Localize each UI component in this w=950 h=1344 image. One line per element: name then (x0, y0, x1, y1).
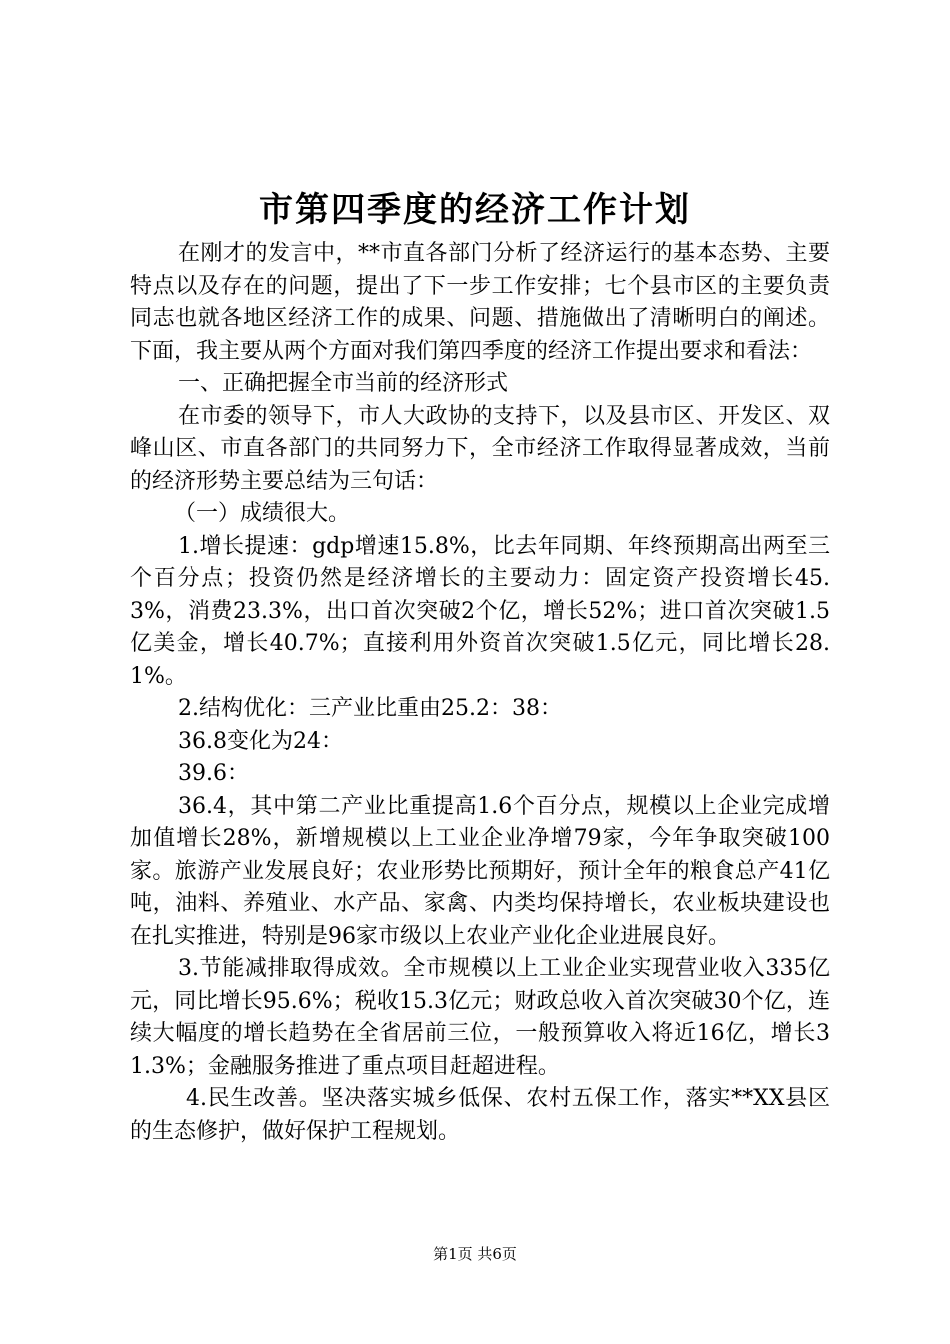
subsection-heading-1: （一）成绩很大。 (174, 501, 351, 526)
paragraph-structure: 2.结构优化：三产业比重由25.2：38： (178, 696, 562, 721)
paragraph-energy: 3.节能减排取得成效。全市规模以上工业企业实现营业收入335亿元，同比增长95.6%；税收15.3亿元；财政总收入首次突破30个亿，连续大幅度的增长趋势在全省居前三位，一般预算收入将近16亿，增长31.3%；金融服务推进了重点项目赶超进程。 (130, 956, 830, 1079)
paragraph-growth: 1.增长提速：gdp增速15.8%，比去年同期、年终预期高出两至三个百分点；投资仍然是经济增长的主要动力：固定资产投资增长45.3%，消费23.3%，出口首次突破2个亿，增长52%；进口首次突破1.5亿美金，增长40.7%；直接利用外资首次突破1.5亿元，同比增长28.1%。 (130, 533, 830, 689)
paragraph-structure-2: 36.8变化为24： (178, 728, 343, 754)
paragraph-structure-4: 36.4，其中第二产业比重提高1.6个百分点，规模以上企业完成增加值增长28%，新增规模以上工业企业净增79家，今年争取突破100家。旅游产业发展良好；农业形势比预期好，预计全年的粮食总产41亿吨，油料、养殖业、水产品、家禽、内类均保持增长，农业板块建设也在扎实推进，特别是96家市级以上农业产业化企业进展良好。 (130, 793, 830, 949)
document-body (130, 238, 830, 1148)
paragraph-situation: 在市委的领导下，市人大政协的支持下，以及县市区、开发区、双峰山区、市直各部门的共同努力下，全市经济工作取得显著成效，当前的经济形势主要总结为三句话： (130, 403, 830, 494)
document-title: 市第四季度的经济工作计划 (259, 190, 691, 230)
paragraph-livelihood: 4.民生改善。坚决落实城乡低保、农村五保工作，落实**XX县区的生态修护，做好保护工程规划。 (130, 1086, 830, 1144)
paragraph-intro: 在刚才的发言中，**市直各部门分析了经济运行的基本态势、主要特点以及存在的问题，提出了下一步工作安排；七个县市区的主要负责同志也就各地区经济工作的成果、问题、措施做出了清晰明白的阐述。下面，我主要从两个方面对我们第四季度的经济工作提出要求和看法： (130, 241, 830, 364)
section-heading-1: 一、正确把握全市当前的经济形式 (178, 371, 509, 396)
page-footer: 第1页 共6页 (433, 1245, 517, 1263)
paragraph-structure-3: 39.6： (178, 761, 249, 786)
